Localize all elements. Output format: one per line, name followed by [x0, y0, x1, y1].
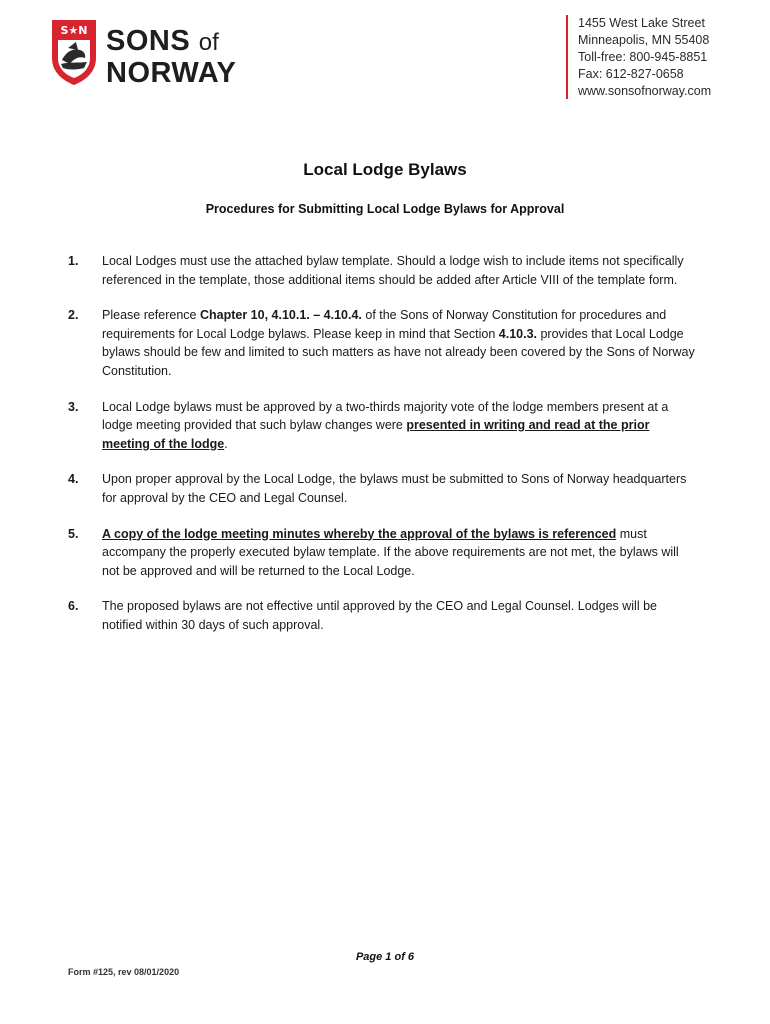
- document-title: Local Lodge Bylaws: [303, 160, 467, 179]
- item-bold-chapter: Chapter 10, 4.10.1. – 4.10.4.: [199, 308, 362, 323]
- item-number: 2.: [68, 308, 79, 323]
- item-bold-section: 4.10.3.: [498, 326, 537, 341]
- address-fax: Fax: 612-827-0658: [578, 67, 684, 81]
- logo-wordmark: [106, 26, 236, 88]
- item-text-c: provides that Local Lodge bylaws should be few and limited to such matters as have not already been covered by the Sons of Norway Constitution.: [102, 326, 695, 378]
- procedure-item-3: [68, 398, 698, 454]
- item-underlined-text: A copy of the lodge meeting minutes whereby the approval of the bylaws is referenced: [102, 526, 617, 541]
- item-number: 1.: [68, 254, 79, 268]
- item-text-b: must accompany the properly executed bylaw template. If the above requirements are not met, the bylaws will not be approved and will be returned to the Local Lodge.: [102, 526, 679, 578]
- logo-norway: NORWAY: [106, 57, 237, 89]
- address-street: 1455 West Lake Street: [578, 16, 705, 30]
- shield-logo-icon: [50, 18, 98, 86]
- item-number: 5.: [68, 526, 79, 541]
- item-text-b: of the Sons of Norway Constitution for procedures and requirements for Local Lodge bylaws. Please keep in mind that Section: [102, 308, 667, 341]
- item-text: Local Lodges must use the attached bylaw template. Should a lodge wish to include items not specifically referenced in the template, those additional items should be added after Article VIII of the template form.: [102, 254, 684, 287]
- procedure-item-4: [68, 470, 698, 507]
- address-city: Minneapolis, MN 55408: [578, 33, 710, 47]
- address-block: [566, 15, 711, 99]
- form-identifier: Form #125, rev 08/01/2020: [68, 967, 180, 977]
- item-text-a: Local Lodge bylaws must be approved by a two-thirds majority vote of the lodge members present at a lodge meeting provided that such bylaw changes were: [102, 399, 669, 433]
- procedure-item-5: [68, 525, 698, 581]
- item-text-a: Please reference: [102, 308, 200, 323]
- item-text: Upon proper approval by the Local Lodge, the bylaws must be submitted to Sons of Norway headquarters for approval by the CEO and Legal Counsel.: [102, 472, 687, 505]
- procedure-item-1: [68, 252, 698, 289]
- item-underlined-text: presented in writing and read at the prior meeting of the lodge: [102, 418, 650, 451]
- logo-sons: SONS: [106, 25, 191, 57]
- address-tollfree: Toll-free: 800-945-8851: [578, 50, 708, 64]
- procedure-item-6: [68, 597, 698, 634]
- logo-of: of: [198, 29, 219, 56]
- sons-of-norway-logo: [50, 18, 260, 90]
- item-number: 3.: [68, 399, 79, 414]
- item-number: 4.: [68, 472, 79, 487]
- address-website[interactable]: www.sonsofnorway.com: [578, 84, 712, 98]
- procedure-item-2: [68, 306, 698, 380]
- item-text: The proposed bylaws are not effective until approved by the CEO and Legal Counsel. Lodges will be notified within 30 days of such approval.: [102, 599, 657, 632]
- item-text-b: .: [224, 436, 228, 451]
- logo-badge-text: S★N: [60, 24, 88, 37]
- document-subtitle: Procedures for Submitting Local Lodge Bylaws for Approval: [205, 202, 565, 216]
- page-number: Page 1 of 6: [355, 951, 415, 963]
- item-number: 6.: [68, 599, 79, 614]
- procedure-list: [68, 252, 698, 652]
